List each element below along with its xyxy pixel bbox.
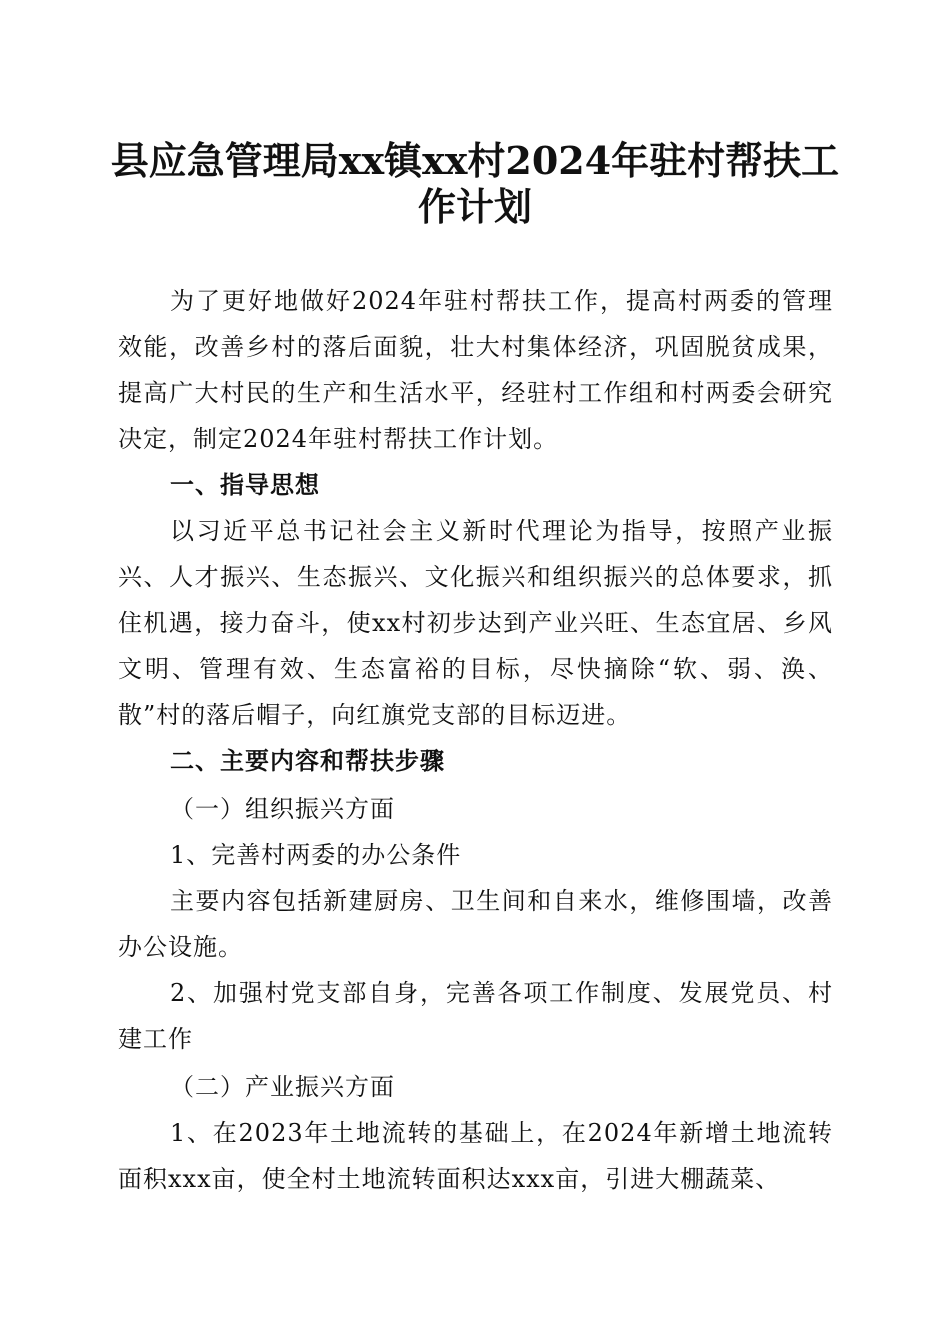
section-1-heading: 一、指导思想 bbox=[170, 471, 320, 499]
title-line-2: 作计划 bbox=[417, 184, 532, 229]
subsection-2-heading: （二）产业振兴方面 bbox=[170, 1073, 395, 1101]
subsection-1-item-1-paragraph: 主要内容包括新建厨房、卫生间和自来水，维修围墙，改善办公设施。 bbox=[118, 887, 833, 961]
section-2-heading: 二、主要内容和帮扶步骤 bbox=[170, 747, 445, 775]
title-line-1: 县应急管理局xx镇xx村2024年驻村帮扶工 bbox=[110, 138, 840, 183]
document-title bbox=[80, 138, 870, 230]
subsection-2-item-1-paragraph: 1、在2023年土地流转的基础上，在2024年新增土地流转面积xxx亩，使全村土地流转面积达xxx亩，引进大棚蔬菜、 bbox=[118, 1119, 833, 1193]
section-1-paragraph: 以习近平总书记社会主义新时代理论为指导，按照产业振兴、人才振兴、生态振兴、文化振兴和组织振兴的总体要求，抓住机遇，接力奋斗，使xx村初步达到产业兴旺、生态宜居、乡风文明、管理有效、生态富裕的目标，尽快摘除“软、弱、涣、散”村的落后帽子，向红旗党支部的目标迈进。 bbox=[118, 517, 833, 729]
subsection-1-heading: （一）组织振兴方面 bbox=[170, 795, 395, 823]
document-body bbox=[118, 278, 833, 1202]
subsection-1-item-2-paragraph: 2、加强村党支部自身，完善各项工作制度、发展党员、村建工作 bbox=[118, 979, 833, 1053]
subsection-1-item-1-title: 1、完善村两委的办公条件 bbox=[170, 841, 462, 869]
intro-paragraph: 为了更好地做好2024年驻村帮扶工作，提高村两委的管理效能，改善乡村的落后面貌，壮大村集体经济，巩固脱贫成果，提高广大村民的生产和生活水平，经驻村工作组和村两委会研究决定，制定2024年驻村帮扶工作计划。 bbox=[118, 287, 833, 453]
